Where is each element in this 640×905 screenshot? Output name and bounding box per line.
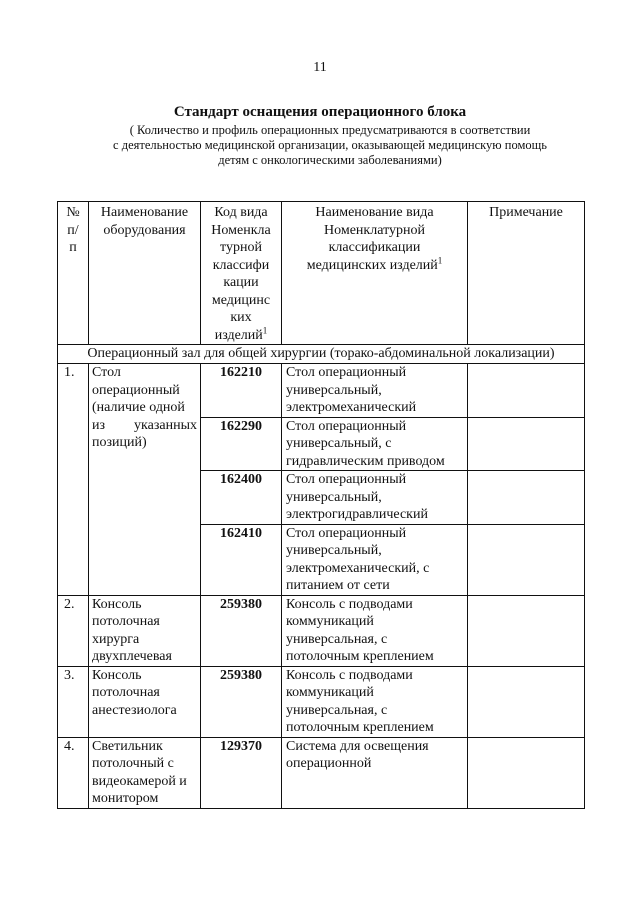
type-code: 162410 xyxy=(201,524,282,595)
note-cell xyxy=(468,595,585,666)
header-type-name: Наименование вида Номенклатурной классификации медицинских изделий$^1$ xyxy=(282,202,468,345)
type-code: 129370 xyxy=(201,737,282,808)
equipment-name: Консоль потолочная хирурга двухплечевая xyxy=(89,595,201,666)
subtitle-line: детям с онкологическими заболеваниями) xyxy=(218,153,442,167)
type-description: Консоль с подводами коммуникаций универсальная, с потолочным креплением xyxy=(282,666,468,737)
header-code: Код вида Номенкла турной классифи кации медицинс ких изделий$^1$ xyxy=(201,202,282,345)
type-description: Консоль с подводами коммуникаций универсальная, с потолочным креплением xyxy=(282,595,468,666)
note-cell xyxy=(468,364,585,418)
note-cell xyxy=(468,666,585,737)
document-title: Стандарт оснащения операционного блока xyxy=(173,104,467,120)
page-number: 11 xyxy=(313,60,327,75)
subtitle-line: с деятельностью медицинской организации, оказывающей медицинскую помощь xyxy=(113,138,547,152)
note-cell xyxy=(468,471,585,525)
header-equipment: Наименование оборудования xyxy=(89,202,201,345)
section-title: Операционный зал для общей хирургии (торако-абдоминальной локализации) xyxy=(58,345,585,364)
equipment-name: Консоль потолочная анестезиолога xyxy=(89,666,201,737)
section-row xyxy=(58,345,585,364)
equipment-table xyxy=(57,201,585,809)
type-code: 259380 xyxy=(201,666,282,737)
type-description: Система для освещения операционной xyxy=(282,737,468,808)
table-row xyxy=(58,595,585,666)
table-row xyxy=(58,737,585,808)
document-subtitle xyxy=(90,123,570,168)
note-cell xyxy=(468,737,585,808)
header-num: № п/ п xyxy=(58,202,89,345)
row-num: 3. xyxy=(58,666,89,737)
equipment-name: Светильник потолочный с видеокамерой и монитором xyxy=(89,737,201,808)
table-header-row xyxy=(58,202,585,345)
row-num: 4. xyxy=(58,737,89,808)
type-code: 259380 xyxy=(201,595,282,666)
type-code: 162210 xyxy=(201,364,282,418)
type-code: 162290 xyxy=(201,417,282,471)
table-row xyxy=(58,364,585,418)
note-cell xyxy=(468,524,585,595)
table-row xyxy=(58,666,585,737)
type-description: Стол операционный универсальный, с гидравлическим приводом xyxy=(282,417,468,471)
equipment-name: Стол операционный (наличие одной из указанных позиций) xyxy=(89,364,201,596)
type-description: Стол операционный универсальный, электрогидравлический xyxy=(282,471,468,525)
row-num: 2. xyxy=(58,595,89,666)
subtitle-line: ( Количество и профиль операционных предусматриваются в соответствии xyxy=(129,123,531,137)
note-cell xyxy=(468,417,585,471)
type-code: 162400 xyxy=(201,471,282,525)
row-num: 1. xyxy=(58,364,89,596)
type-description: Стол операционный универсальный, электромеханический xyxy=(282,364,468,418)
type-description: Стол операционный универсальный, электромеханический, с питанием от сети xyxy=(282,524,468,595)
header-note: Примечание xyxy=(468,202,585,345)
